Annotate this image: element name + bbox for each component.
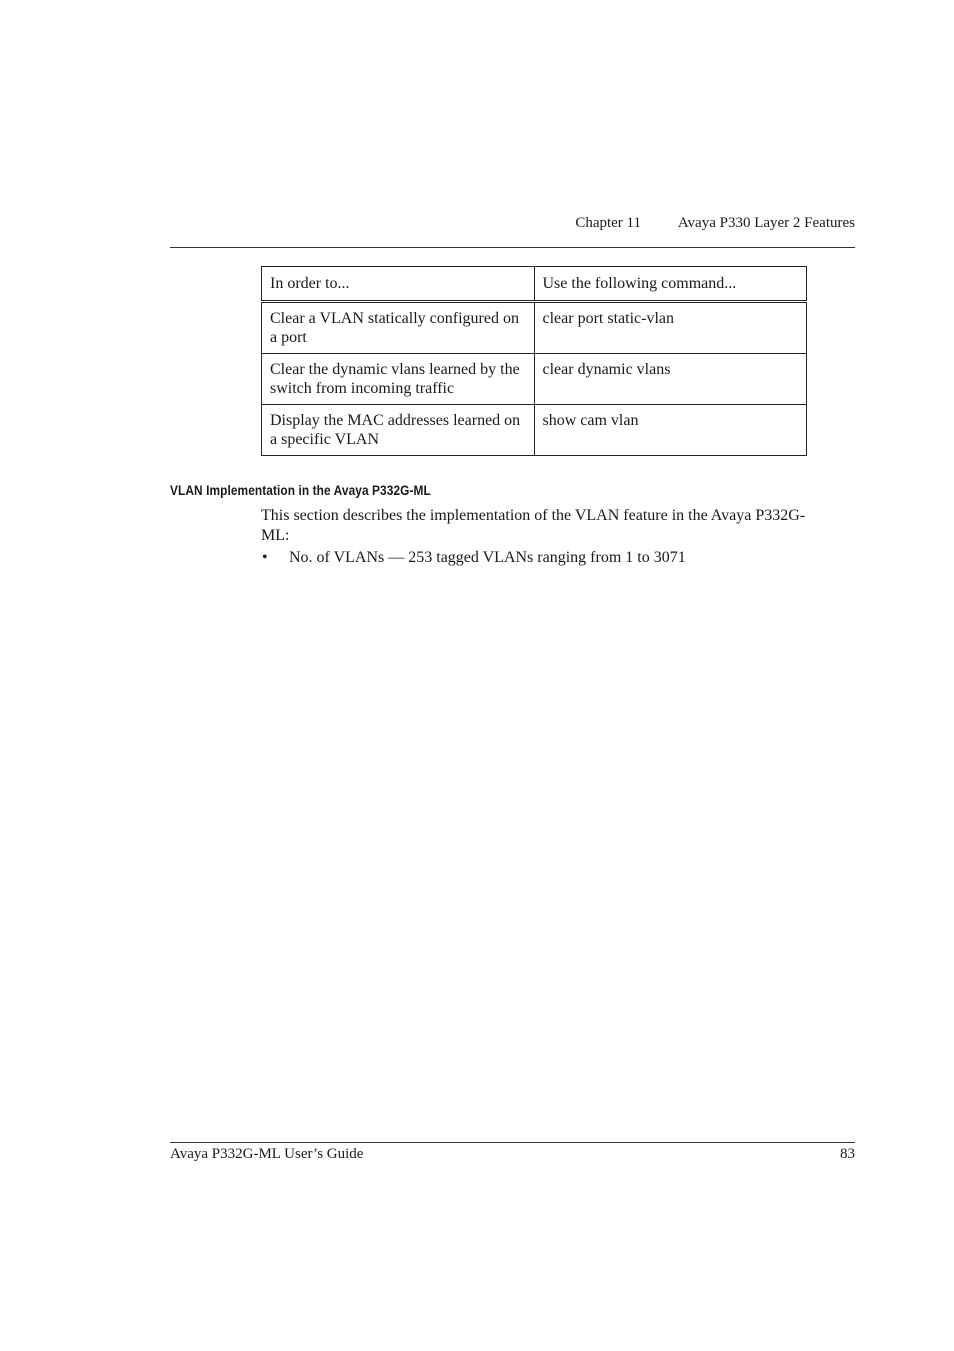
bullet-marker: • (262, 549, 268, 566)
bullet-list (261, 548, 821, 568)
purpose-cell: Clear a VLAN statically configured on a port (262, 302, 535, 354)
section-intro: This section describes the implementation of the VLAN feature in the Avaya P332G-ML: (261, 507, 806, 544)
command-cell: show cam vlan (534, 405, 807, 456)
purpose-cell: Clear the dynamic vlans learned by the switch from incoming traffic (262, 354, 535, 405)
guide-title: Avaya P332G-ML User’s Guide (170, 1146, 364, 1162)
section-heading: VLAN Implementation in the Avaya P332G-ML (170, 483, 431, 498)
command-cell: clear port static-vlan (534, 302, 807, 354)
running-footer (170, 1142, 855, 1163)
column-header-purpose: In order to... (262, 267, 535, 302)
purpose-cell: Display the MAC addresses learned on a specific VLAN (262, 405, 535, 456)
list-item (261, 548, 821, 568)
table-row (262, 302, 807, 354)
list-item-text: No. of VLANs — 253 tagged VLANs ranging from 1 to 3071 (289, 549, 686, 566)
section-body (261, 506, 821, 568)
command-cell: clear dynamic vlans (534, 354, 807, 405)
page-number: 83 (840, 1146, 855, 1162)
chapter-title: Avaya P330 Layer 2 Features (677, 215, 855, 231)
running-header (170, 215, 855, 248)
table-header-row (262, 267, 807, 302)
table-row (262, 405, 807, 456)
column-header-command: Use the following command... (534, 267, 807, 302)
chapter-label: Chapter 11 (575, 215, 641, 231)
command-table (261, 266, 807, 456)
table-row (262, 354, 807, 405)
